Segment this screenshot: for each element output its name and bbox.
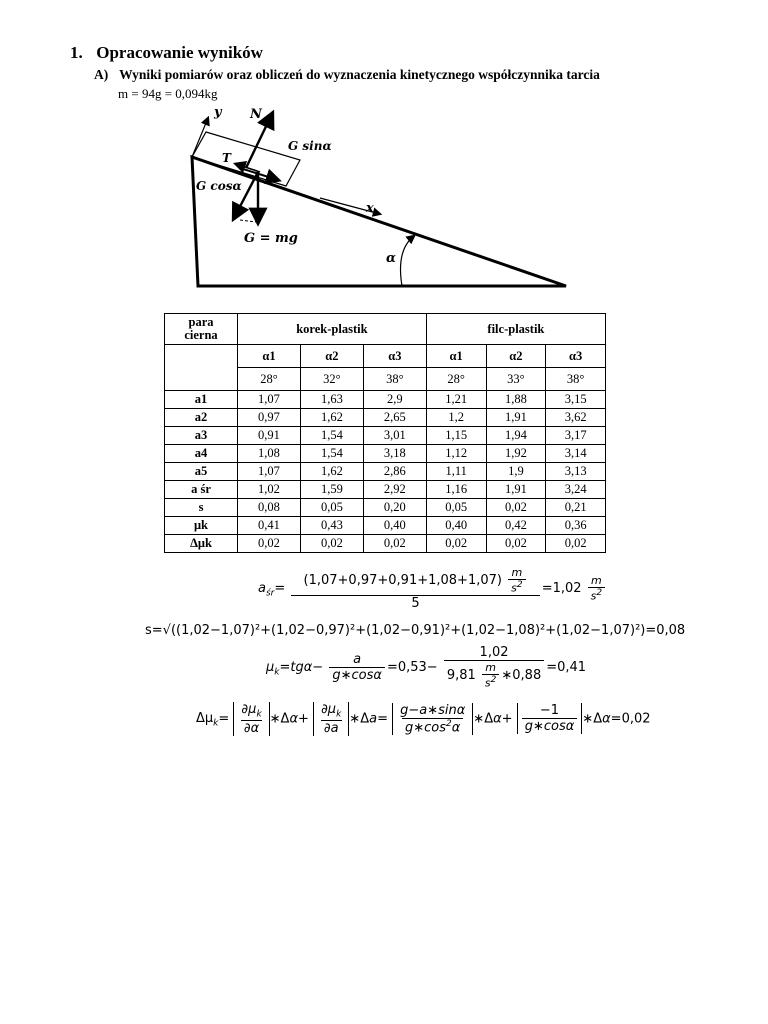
- label-T: T: [222, 151, 231, 165]
- label-x: x: [366, 201, 374, 216]
- table-cell: 0,02: [486, 499, 546, 517]
- results-table: [164, 313, 606, 553]
- group-header-1: korek-plastik: [238, 314, 427, 345]
- table-cell: 0,02: [238, 535, 301, 553]
- table-body: [165, 391, 606, 553]
- label-alpha: α: [386, 251, 397, 266]
- formula-mu-lhs-sub: k: [274, 667, 280, 678]
- table-row: [165, 535, 606, 553]
- table-cell: 1,54: [300, 445, 363, 463]
- unit-m: m: [591, 574, 602, 587]
- table-cell: 1,21: [426, 391, 486, 409]
- section-title: Opracowanie wyników: [96, 43, 263, 62]
- table-cell: 3,15: [546, 391, 606, 409]
- table-cell: 1,15: [426, 427, 486, 445]
- table-row: [165, 463, 606, 481]
- group-header-2: filc-plastik: [426, 314, 605, 345]
- formula-mu-mid2: =0,53−: [386, 659, 438, 675]
- formula-delta-mu: $\Delta\mu_k=$ $\frac{\partial\mu_k}{\partial\alpha}$ ∗Δα+ $\frac{\partial\mu_k}{\partial a}$ ∗Δa= $\frac{g-a∗\sin\alpha}{g∗\cos^2\alpha}$ ∗Δα+ $\frac{-1}{g∗\cos\alpha}$ ∗Δα=0,02: [196, 702, 651, 736]
- unit-s: s: [511, 581, 517, 595]
- formula-mu-frac1-d: g∗cosα: [329, 667, 385, 683]
- alpha-header: α1: [238, 345, 301, 368]
- table-cell: 0,02: [363, 535, 426, 553]
- formula-a-sr-lhs: a: [258, 580, 266, 596]
- formula-dmu-lhs: $\Delta\mu_k$: [196, 711, 219, 729]
- table-cell: 1,59: [300, 481, 363, 499]
- incline-triangle: [192, 157, 566, 286]
- table-cell: 1,07: [238, 463, 301, 481]
- table-cell: 3,24: [546, 481, 606, 499]
- unit-exp: 2: [596, 588, 603, 598]
- table-cell: 0,21: [546, 499, 606, 517]
- table-cell: 1,08: [238, 445, 301, 463]
- table-cell: 2,92: [363, 481, 426, 499]
- angle-cell: 28°: [238, 368, 301, 391]
- unit-s: s: [484, 676, 491, 690]
- section-number: 1.: [70, 43, 83, 62]
- empty-header-cell: [165, 345, 238, 391]
- table-cell: 1,88: [486, 391, 546, 409]
- formula-mu: [266, 645, 586, 690]
- formula-mu-result: =0,41: [546, 659, 587, 675]
- table-row: [165, 517, 606, 535]
- alpha-header: α2: [486, 345, 546, 368]
- table-cell: 3,01: [363, 427, 426, 445]
- alpha-header: α1: [426, 345, 486, 368]
- table-cell: 2,9: [363, 391, 426, 409]
- table-row: [165, 409, 606, 427]
- table-cell: 0,42: [486, 517, 546, 535]
- table-cell: 0,02: [486, 535, 546, 553]
- unit-m: m: [511, 566, 523, 579]
- formula-mu-frac1-n: a: [353, 651, 362, 667]
- unit-m: m: [485, 661, 497, 674]
- table-cell: 3,13: [546, 463, 606, 481]
- row-label: a3: [165, 427, 238, 445]
- sliding-block: [192, 132, 300, 186]
- table-cell: 0,91: [238, 427, 301, 445]
- table-cell: 0,40: [426, 517, 486, 535]
- row-label: a śr: [165, 481, 238, 499]
- table-row: [165, 499, 606, 517]
- formula-a-sr-eq: =: [274, 580, 286, 596]
- row-label: a4: [165, 445, 238, 463]
- table-cell: 0,97: [238, 409, 301, 427]
- table-cell: 3,17: [546, 427, 606, 445]
- table-cell: 0,40: [363, 517, 426, 535]
- table-cell: 1,91: [486, 481, 546, 499]
- label-y: y: [214, 105, 222, 120]
- table-cell: 1,9: [486, 463, 546, 481]
- table-cell: 2,65: [363, 409, 426, 427]
- table-cell: 1,54: [300, 427, 363, 445]
- angle-cell: 33°: [486, 368, 546, 391]
- table-cell: 0,36: [546, 517, 606, 535]
- formula-s: s=√((1,02−1,07)²+(1,02−0,97)²+(1,02−0,91)²+(1,02−1,08)²+(1,02−1,07)²)=0,08: [145, 623, 686, 638]
- table-cell: 1,2: [426, 409, 486, 427]
- table-cell: 1,62: [300, 463, 363, 481]
- unit-exp: 2: [490, 675, 497, 685]
- angle-cell: 38°: [546, 368, 606, 391]
- formula-a-sr-result: =1,02: [541, 580, 582, 596]
- table-cell: 0,43: [300, 517, 363, 535]
- row-label: a1: [165, 391, 238, 409]
- table-cell: 0,08: [238, 499, 301, 517]
- formula-dmu-result: =0,02: [610, 711, 651, 727]
- subsection-letter: A): [94, 67, 109, 82]
- table-cell: 0,20: [363, 499, 426, 517]
- table-cell: 1,92: [486, 445, 546, 463]
- table-cell: 1,12: [426, 445, 486, 463]
- alpha-header: α2: [300, 345, 363, 368]
- table-cell: 2,86: [363, 463, 426, 481]
- label-G-mg: G = mg: [244, 231, 298, 246]
- formula-mu-mid: =tgα−: [279, 659, 324, 675]
- subsection-heading: [94, 67, 600, 83]
- table-cell: 1,02: [238, 481, 301, 499]
- unit-exp: 2: [516, 580, 523, 590]
- table-cell: 1,16: [426, 481, 486, 499]
- table-row: [165, 427, 606, 445]
- inclined-plane-diagram: [180, 100, 580, 292]
- angle-cell: 38°: [363, 368, 426, 391]
- row-label: s: [165, 499, 238, 517]
- table-cell: 3,18: [363, 445, 426, 463]
- alpha-header: α3: [546, 345, 606, 368]
- pair-label-cell: para cierna: [165, 314, 238, 345]
- table-cell: 3,14: [546, 445, 606, 463]
- formula-a-sr-lhs-sub: śr: [265, 588, 275, 599]
- row-label: a5: [165, 463, 238, 481]
- table-cell: 0,02: [546, 535, 606, 553]
- table-row: [165, 445, 606, 463]
- formula-mu-frac2-d-pre: 9,81: [446, 667, 476, 683]
- table-cell: 3,62: [546, 409, 606, 427]
- alpha-header: α3: [363, 345, 426, 368]
- unit-s: s: [590, 589, 597, 603]
- formula-a-sr-denominator: 5: [291, 595, 539, 611]
- formula-a-sr: [258, 566, 607, 611]
- table-cell: 0,41: [238, 517, 301, 535]
- table-cell: 0,05: [426, 499, 486, 517]
- formula-mu-frac2-d-post: ∗0,88: [501, 667, 542, 683]
- formula-mu-frac2-n: 1,02: [479, 645, 509, 660]
- row-label: Δμk: [165, 535, 238, 553]
- row-label: a2: [165, 409, 238, 427]
- section-heading: [70, 43, 263, 63]
- formula-a-sr-numerator: (1,07+0,97+0,91+1,08+1,07) $\frac{m}{s^2}$: [301, 566, 531, 595]
- table-cell: 1,07: [238, 391, 301, 409]
- table-cell: 1,63: [300, 391, 363, 409]
- table-cell: 1,91: [486, 409, 546, 427]
- angle-cell: 28°: [426, 368, 486, 391]
- label-N: N: [250, 107, 262, 122]
- table-cell: 1,94: [486, 427, 546, 445]
- table-cell: 1,62: [300, 409, 363, 427]
- label-G-cos: G cosα: [196, 179, 242, 193]
- table-cell: 0,05: [300, 499, 363, 517]
- table-cell: 0,02: [426, 535, 486, 553]
- angle-cell: 32°: [300, 368, 363, 391]
- table-cell: 0,02: [300, 535, 363, 553]
- table-row: [165, 481, 606, 499]
- table-cell: 1,11: [426, 463, 486, 481]
- mass-line: m = 94g = 0,094kg: [118, 86, 218, 101]
- subsection-title: Wyniki pomiarów oraz obliczeń do wyznaczenia kinetycznego współczynnika tarcia: [119, 67, 600, 82]
- row-label: μk: [165, 517, 238, 535]
- label-G-sin: G sinα: [288, 139, 332, 153]
- formula-mu-lhs: μ: [266, 659, 275, 675]
- table-row: [165, 391, 606, 409]
